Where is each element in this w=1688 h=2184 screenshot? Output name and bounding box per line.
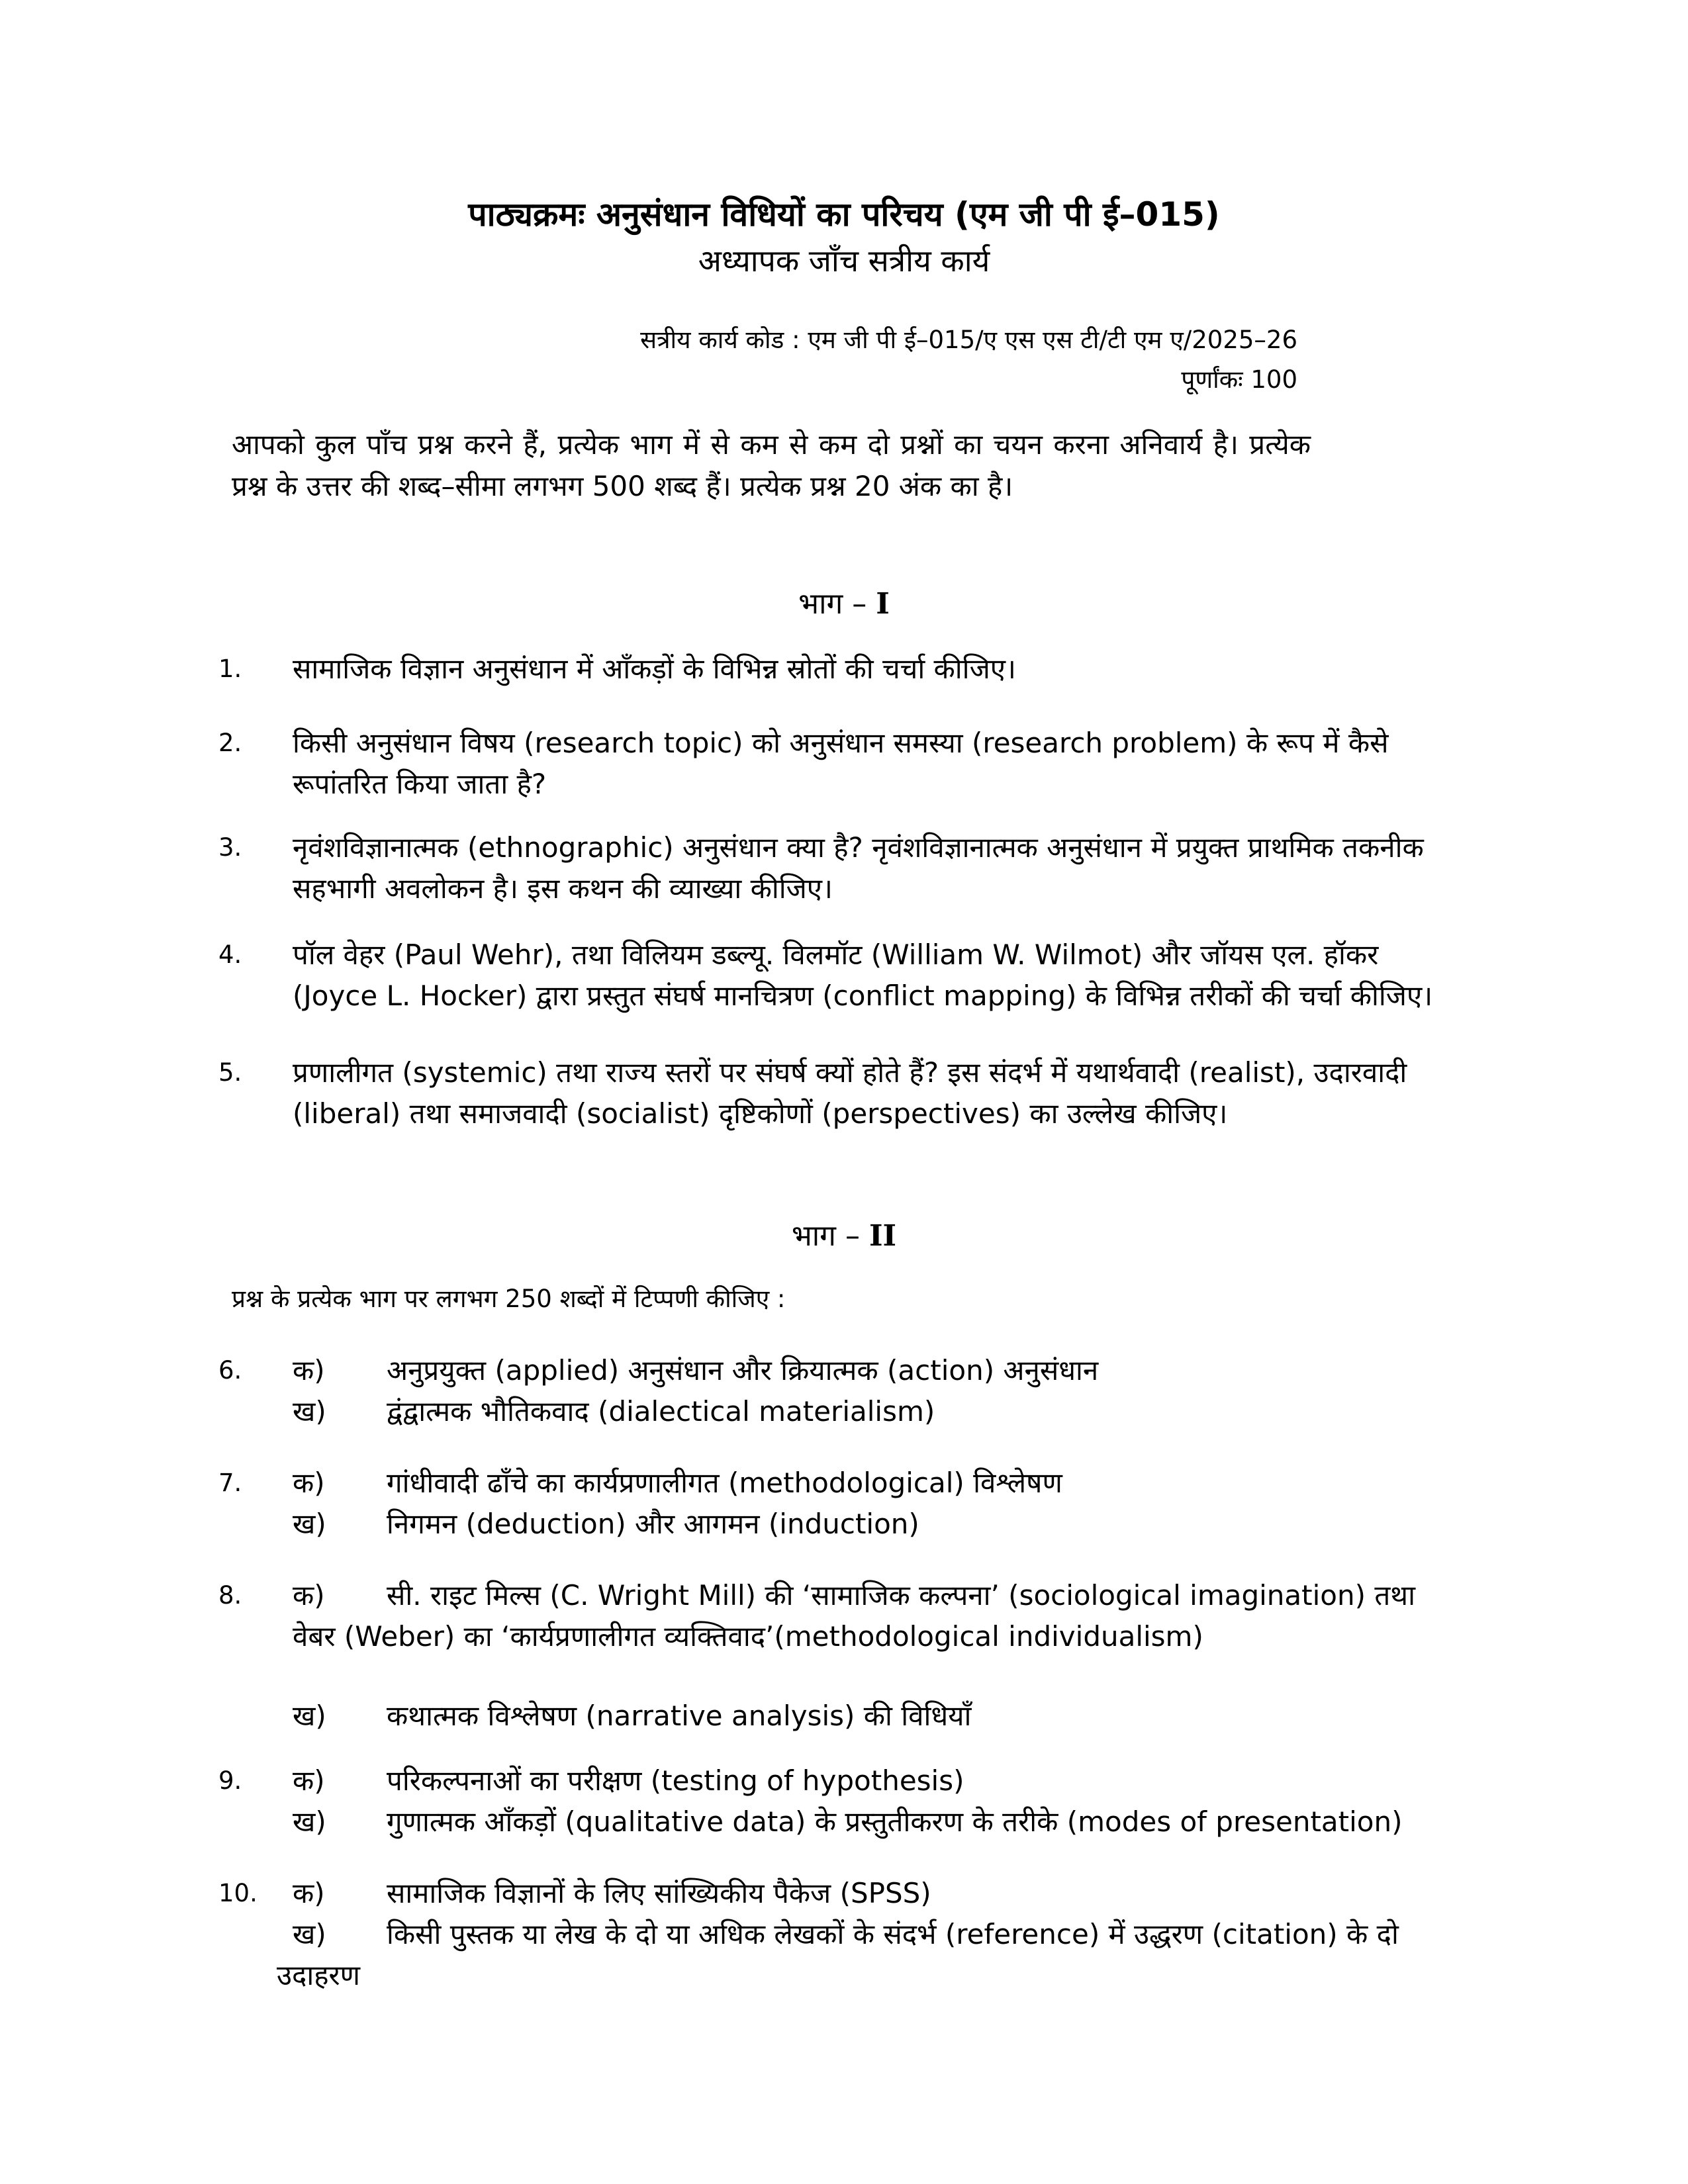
question-4 (218, 934, 1450, 1017)
sub-label: ख) (293, 1395, 326, 1428)
question-number: 7. (218, 1469, 242, 1497)
question-10 (218, 1873, 1450, 1996)
question-number: 9. (218, 1766, 242, 1795)
sub-text: सामाजिक विज्ञानों के लिए सांख्यिकीय पैकेज (SPSS) (387, 1877, 931, 1909)
sub-text: सी. राइट मिल्स (C. Wright Mill) की ‘सामाजिक कल्पना’ (sociological imagination) तथा (387, 1579, 1416, 1612)
part-1-numeral: I (876, 587, 890, 621)
sub-text: परिकल्पनाओं का परीक्षण (testing of hypothesis) (387, 1764, 964, 1797)
question-text: सामाजिक विज्ञान अनुसंधान में आँकड़ों के विभिन्न स्रोतों की चर्चा कीजिए। (293, 653, 1016, 685)
part-2-label: भाग – (791, 1219, 860, 1253)
sub-label: क) (293, 1579, 325, 1612)
question-8 (218, 1575, 1450, 1737)
sub-text: निगमन (deduction) और आगमन (induction) (387, 1508, 919, 1540)
question-9 (218, 1760, 1450, 1843)
general-instructions: आपको कुल पाँच प्रश्न करने हैं, प्रत्येक भाग में से कम से कम दो प्रश्नों का चयन करना अनिवार्य है। प्रत्येक प्रश्न के उत्तर की शब्द–सीमा लगभग 500 शब्द हैं। प्रत्येक प्रश्न 20 अंक का है। (232, 428, 1311, 502)
question-number: 1. (218, 655, 242, 683)
question-3 (218, 827, 1450, 909)
sub-label: क) (293, 1764, 325, 1797)
sub-question-a (218, 1760, 1450, 1801)
part-1-label: भाग – (798, 587, 867, 621)
sub-question-b (218, 1504, 1450, 1545)
sub-label: ख) (293, 1805, 326, 1838)
question-7 (218, 1463, 1450, 1545)
question-text: पॉल वेहर (Paul Wehr), तथा विलियम डब्ल्यू. विलमॉट (William W. Wilmot) और जॉयस एल. हॉकर (Joyce L. Hocker) द्वारा प्रस्तुत संघर्ष मानचित्रण (conflict mapping) के विभिन्न तरीकों की चर्चा कीजिए। (293, 938, 1433, 1012)
sub-label: क) (293, 1877, 325, 1909)
sub-label: क) (293, 1354, 325, 1387)
sub-text: अनुप्रयुक्त (applied) अनुसंधान और क्रियात्मक (action) अनुसंधान (387, 1354, 1099, 1387)
question-5 (218, 1052, 1450, 1134)
question-1 (218, 649, 1450, 690)
sub-text-continued: वेबर (Weber) का ‘कार्यप्रणालीगत व्यक्तिवाद’(methodological individualism) (293, 1620, 1203, 1653)
sub-label: क) (293, 1467, 325, 1499)
question-number: 8. (218, 1581, 242, 1610)
question-6 (218, 1350, 1450, 1432)
sub-question-a (218, 1575, 1450, 1616)
question-number: 5. (218, 1058, 242, 1087)
question-number: 2. (218, 729, 242, 757)
total-marks: पूर्णांकः 100 (1181, 365, 1297, 394)
question-number: 3. (218, 833, 242, 862)
question-number: 4. (218, 940, 242, 969)
part-1-heading (0, 582, 1688, 622)
sub-question-b (218, 1914, 1450, 1955)
assignment-subtitle: अध्यापक जाँच सत्रीय कार्य (698, 243, 990, 279)
sub-question-a (218, 1350, 1450, 1391)
assignment-code: सत्रीय कार्य कोड : एम जी पी ई–015/ए एस एस टी/टी एम ए/2025–26 (640, 326, 1297, 354)
sub-text: कथात्मक विश्लेषण (narrative analysis) की विधियाँ (387, 1700, 972, 1732)
question-2 (218, 723, 1450, 805)
sub-text: गांधीवादी ढाँचे का कार्यप्रणालीगत (methodological) विश्लेषण (387, 1467, 1062, 1499)
part-2-heading (0, 1214, 1688, 1254)
sub-question-b (218, 1391, 1450, 1432)
sub-text-continued: उदाहरण (277, 1959, 361, 1991)
sub-label: ख) (293, 1508, 326, 1540)
question-number: 6. (218, 1356, 242, 1385)
sub-question-a (218, 1463, 1450, 1504)
sub-question-a (218, 1873, 1450, 1914)
sub-text: द्वंद्वात्मक भौतिकवाद (dialectical materialism) (387, 1395, 935, 1428)
sub-label: ख) (293, 1700, 326, 1732)
course-title: पाठ्यक्रमः अनुसंधान विधियों का परिचय (एम जी पी ई–015) (468, 195, 1220, 234)
question-text: प्रणालीगत (systemic) तथा राज्य स्तरों पर संघर्ष क्यों होते हैं? इस संदर्भ में यथार्थवादी (realist), उदारवादी (liberal) तथा समाजवादी (socialist) दृष्टिकोणों (perspectives) का उल्लेख कीजिए। (293, 1056, 1407, 1130)
question-text: किसी अनुसंधान विषय (research topic) को अनुसंधान समस्या (research problem) के रूप में कैसे रूपांतरित किया जाता है? (293, 727, 1389, 800)
sub-label: ख) (293, 1918, 326, 1950)
sub-text: किसी पुस्तक या लेख के दो या अधिक लेखकों के संदर्भ (reference) में उद्धरण (citation) के दो (387, 1918, 1399, 1950)
sub-question-b (218, 1696, 1450, 1737)
question-text: नृवंशविज्ञानात्मक (ethnographic) अनुसंधान क्या है? नृवंशविज्ञानात्मक अनुसंधान में प्रयुक्त प्राथमिक तकनीक सहभागी अवलोकन है। इस कथन की व्याख्या कीजिए। (293, 831, 1424, 905)
part-2-instructions: प्रश्न के प्रत्येक भाग पर लगभग 250 शब्दों में टिप्पणी कीजिए : (232, 1285, 786, 1313)
sub-question-b (218, 1801, 1450, 1843)
question-number: 10. (218, 1879, 258, 1907)
sub-text: गुणात्मक आँकड़ों (qualitative data) के प्रस्तुतीकरण के तरीके (modes of presentation) (387, 1805, 1403, 1838)
part-2-numeral: II (868, 1219, 897, 1253)
